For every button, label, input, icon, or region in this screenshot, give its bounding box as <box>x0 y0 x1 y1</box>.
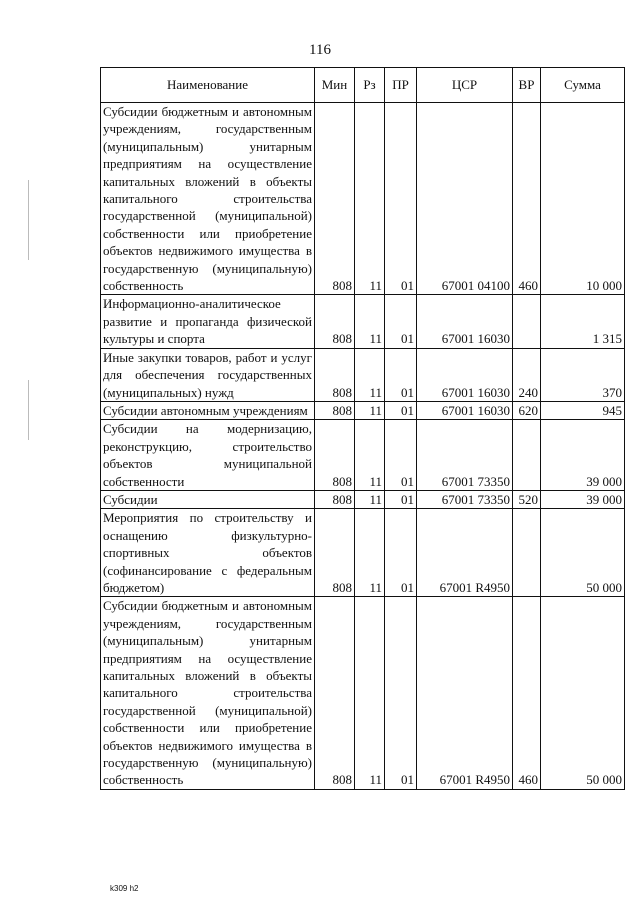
header-vr: ВР <box>513 68 541 103</box>
row-pr: 01 <box>385 348 417 401</box>
row-min: 808 <box>315 348 355 401</box>
page-number: 116 <box>309 42 331 58</box>
row-name: Субсидии <box>101 490 315 508</box>
row-pr: 01 <box>385 401 417 419</box>
row-csr: 67001 16030 <box>417 401 513 419</box>
row-pr: 01 <box>385 420 417 491</box>
header-min: Мин <box>315 68 355 103</box>
row-vr <box>513 295 541 348</box>
row-pr: 01 <box>385 295 417 348</box>
header-pr: ПР <box>385 68 417 103</box>
row-vr <box>513 509 541 597</box>
header-csr: ЦСР <box>417 68 513 103</box>
table-row <box>101 348 625 401</box>
row-name: Информационно-аналитическое развитие и пропаганда физической культуры и спорта <box>101 295 315 348</box>
row-csr: 67001 04100 <box>417 103 513 295</box>
row-min: 808 <box>315 597 355 789</box>
row-sum: 1 315 <box>541 295 625 348</box>
table-row <box>101 420 625 491</box>
row-rz: 11 <box>355 348 385 401</box>
row-min: 808 <box>315 509 355 597</box>
row-pr: 01 <box>385 103 417 295</box>
row-sum: 39 000 <box>541 420 625 491</box>
row-rz: 11 <box>355 490 385 508</box>
row-csr: 67001 16030 <box>417 295 513 348</box>
header-sum: Сумма <box>541 68 625 103</box>
scan-margin-mark <box>28 380 29 440</box>
row-csr: 67001 73350 <box>417 420 513 491</box>
row-vr: 620 <box>513 401 541 419</box>
row-rz: 11 <box>355 401 385 419</box>
row-min: 808 <box>315 103 355 295</box>
row-csr: 67001 73350 <box>417 490 513 508</box>
row-rz: 11 <box>355 295 385 348</box>
table-row <box>101 295 625 348</box>
row-vr: 520 <box>513 490 541 508</box>
row-rz: 11 <box>355 597 385 789</box>
row-min: 808 <box>315 490 355 508</box>
scan-margin-mark <box>28 180 29 260</box>
row-sum: 945 <box>541 401 625 419</box>
row-vr: 460 <box>513 597 541 789</box>
row-sum: 10 000 <box>541 103 625 295</box>
table-row <box>101 597 625 789</box>
row-min: 808 <box>315 295 355 348</box>
row-sum: 39 000 <box>541 490 625 508</box>
row-sum: 370 <box>541 348 625 401</box>
footer-code: k309 h2 <box>110 884 139 893</box>
row-name: Субсидии бюджетным и автономным учреждениям, государственным (муниципальным) унитарным предприятиям на осуществление капитальных вложений в объекты капитального строительства государственной (муниципальной) собственности или приобретение объектов недвижимого имущества в государственную (муниципальную) собственность <box>101 103 315 295</box>
row-name: Иные закупки товаров, работ и услуг для обеспечения государственных (муниципальных) нужд <box>101 348 315 401</box>
row-rz: 11 <box>355 420 385 491</box>
header-rz: Рз <box>355 68 385 103</box>
row-rz: 11 <box>355 103 385 295</box>
table-header-row <box>101 68 625 103</box>
row-pr: 01 <box>385 490 417 508</box>
row-csr: 67001 16030 <box>417 348 513 401</box>
table-row <box>101 490 625 508</box>
row-sum: 50 000 <box>541 597 625 789</box>
row-name: Мероприятия по строительству и оснащению физкультурно-спортивных объектов (софинансирование с федеральным бюджетом) <box>101 509 315 597</box>
row-name: Субсидии на модернизацию, реконструкцию, строительство объектов муниципальной собственности <box>101 420 315 491</box>
table-row <box>101 401 625 419</box>
row-pr: 01 <box>385 509 417 597</box>
row-name: Субсидии автономным учреждениям <box>101 401 315 419</box>
row-pr: 01 <box>385 597 417 789</box>
budget-table <box>100 67 625 790</box>
row-rz: 11 <box>355 509 385 597</box>
row-name: Субсидии бюджетным и автономным учреждениям, государственным (муниципальным) унитарным предприятиям на осуществление капитальных вложений в объекты капитального строительства государственной (муниципальной) собственности или приобретение объектов недвижимого имущества в государственную (муниципальную) собственность <box>101 597 315 789</box>
table-row <box>101 103 625 295</box>
row-vr: 240 <box>513 348 541 401</box>
row-min: 808 <box>315 401 355 419</box>
header-name: Наименование <box>101 68 315 103</box>
table-row <box>101 509 625 597</box>
row-vr: 460 <box>513 103 541 295</box>
row-min: 808 <box>315 420 355 491</box>
row-vr <box>513 420 541 491</box>
row-csr: 67001 R4950 <box>417 509 513 597</box>
row-sum: 50 000 <box>541 509 625 597</box>
row-csr: 67001 R4950 <box>417 597 513 789</box>
